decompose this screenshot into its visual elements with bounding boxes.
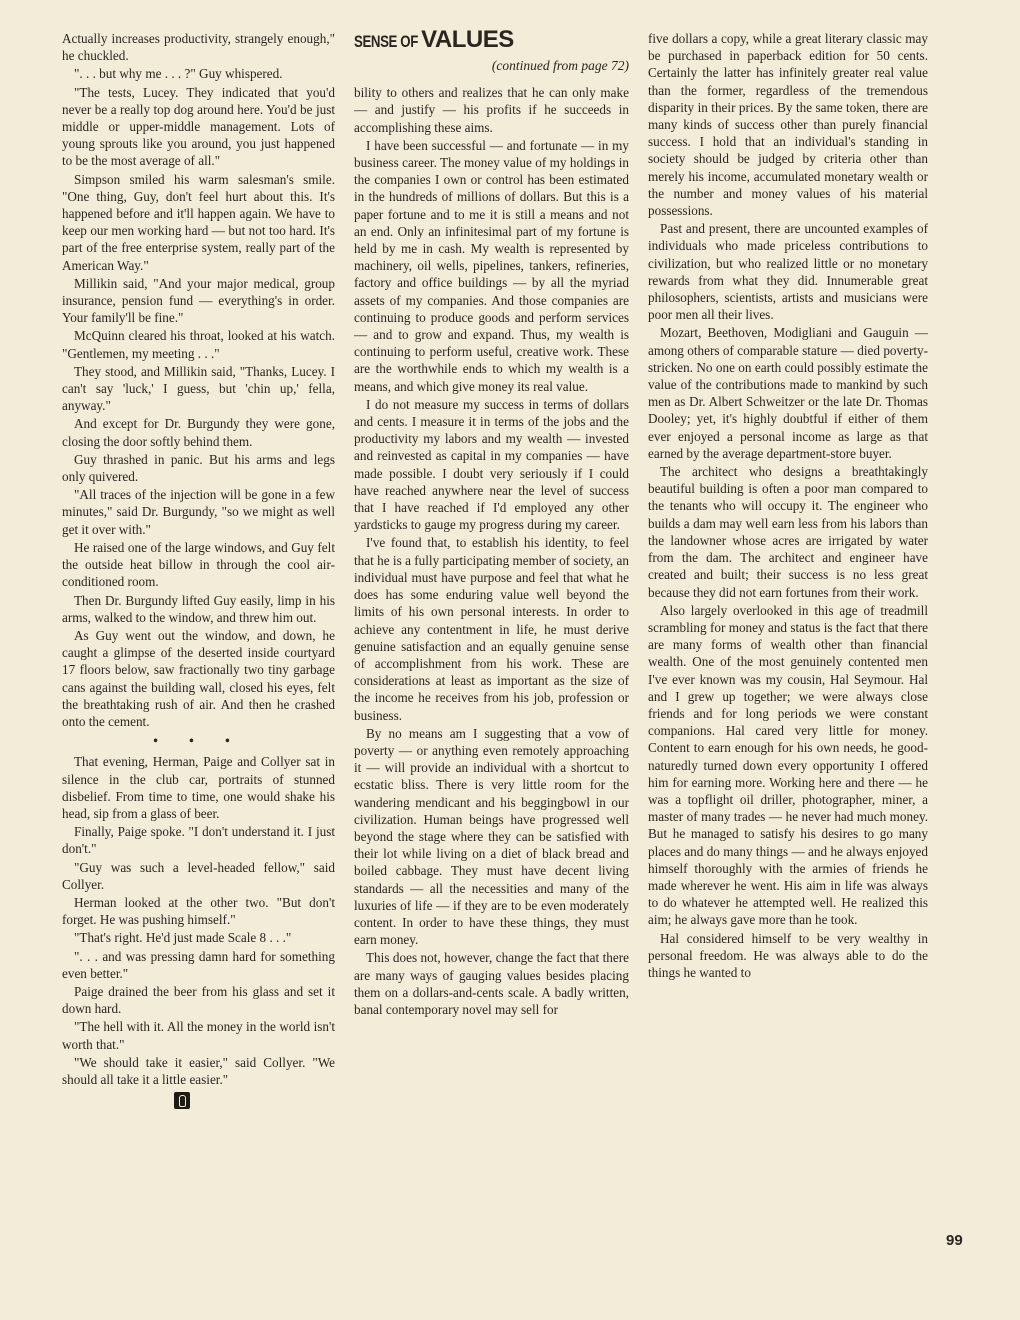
paragraph: "The tests, Lucey. They indicated that you'd never be a really top dog around here. You'd be just middle or upper-middle management. Lots of young sprouts like you around, you just happened to be the most average of all." <box>62 84 335 169</box>
paragraph: By no means am I suggesting that a vow of poverty — or anything even remotely approaching it — will provide an individual with a shortcut to ecstatic bliss. There is very little room for the wandering mendicant and his beggingbowl in our civilization. Human beings have progressed well beyond the stage where they can be satisfied with their lot while living on a diet of black bread and boiled cabbage. They must have decent living standards — all the necessities and many of the luxuries of life — if they are to be even moderately content. In order to have these things, they must earn money. <box>354 725 629 948</box>
paragraph: I've found that, to establish his identity, to feel that he is a fully participating member of society, an individual must have purpose and feel that what he does has some enduring value well beyond the limits of his own personal interests. In order to achieve any contentment in life, he must derive genuine satisfaction and an equally genuine sense of accomplishment from his work. These are considerations at least as important as the size of the income he receives from his job, profession or business. <box>354 535 629 723</box>
paragraph: McQuinn cleared his throat, looked at his watch. "Gentlemen, my meeting . . ." <box>62 328 335 361</box>
paragraph: bility to others and realizes that he can only make — and justify — his profits if he succeeds in accomplishing these aims. <box>354 85 629 135</box>
paragraph: Herman looked at the other two. "But don't forget. He was pushing himself." <box>62 894 335 928</box>
paragraph: "Guy was such a level-headed fellow," said Collyer. <box>62 859 335 892</box>
paragraph: I do not measure my success in terms of dollars and cents. I measure it in terms of the jobs and the productivity my labors and my wealth — invested and reinvested as capital in my companies — have made possible. I doubt very seriously if I could have reached anywhere near the level of success that I have reached if I'd employed any other yardsticks to gauge my progress during my career. <box>354 396 629 533</box>
paragraph: ". . . and was pressing damn hard for something even better." <box>62 948 335 981</box>
paragraph: five dollars a copy, while a great literary classic may be purchased in paperback edition for 50 cents. Certainly the latter has infinitely greater real value than the former, regardless of the tremendous disparity in their prices. By the same token, there are many kinds of success other than purely financial success. I hold that an individual's standing in society should be judged by criteria other than merely his income, accumulated monetary wealth or the number and money values of his material possessions. <box>648 31 928 219</box>
paragraph: That evening, Herman, Paige and Collyer sat in silence in the club car, portraits of stunned disbelief. From time to time, one would shake his head, sip from a glass of beer. <box>62 754 335 821</box>
paragraph: This does not, however, change the fact that there are many ways of gauging values besides placing them on a dollars-and-cents scale. A badly written, banal contemporary novel may sell for <box>354 950 629 1017</box>
continued-note: (continued from page 72) <box>491 58 629 73</box>
column-3 <box>648 30 928 981</box>
paragraph: ". . . but why me . . . ?" Guy whispered. <box>74 66 283 82</box>
title-part-2: VALUES <box>421 26 514 53</box>
paragraph: "The hell with it. All the money in the world isn't worth that." <box>62 1019 335 1052</box>
paragraph: Finally, Paige spoke. "I don't understand it. I just don't." <box>62 824 335 857</box>
paragraph: Then Dr. Burgundy lifted Guy easily, limp in his arms, walked to the window, and threw him out. <box>62 592 335 625</box>
column-1 <box>62 30 335 1113</box>
paragraph: As Guy went out the window, and down, he caught a glimpse of the deserted inside courtyard 17 floors below, saw fractionally two tiny garbage cans against the building wall, closed his eyes, felt the breathtaking rush of air. And then he crashed onto the cement. <box>62 627 335 729</box>
paragraph: Actually increases productivity, strangely enough," he chuckled. <box>62 31 335 64</box>
page-number: 99 <box>946 1232 963 1249</box>
paragraph: "We should take it easier," said Collyer. "We should all take it a little easier." <box>62 1054 335 1087</box>
paragraph: They stood, and Millikin said, "Thanks, Lucey. I can't say 'luck,' I guess, but 'chin up,' fella, anyway." <box>62 363 335 414</box>
paragraph: Simpson smiled his warm salesman's smile. "One thing, Guy, don't feel hurt about this. It's happened before and it'll happen again. We have to keep our men working hard — but not too hard. It's part of the free enterprise system, really part of the American Way." <box>62 171 335 273</box>
paragraph: Also largely overlooked in this age of treadmill scrambling for money and status is the fact that there are many forms of wealth other than financial wealth. One of the most genuinely contented men I've ever known was my cousin, Hal Seymour. Hal and I grew up together; we were always close friends and for long periods we were constant companions. Hal cared very little for money. Content to earn enough for his own needs, he good-naturedly turned down every opportunity I offered him for earning more. Working here and there — he was a topflight oil driller, photographer, miner, a master of many trades — he never had much money. But he managed to satisfy his desires to go many places and do many things — and he always enjoyed himself thoroughly with the armies of friends he made wherever he went. His aim in life was always to do whatever he attempted well. He realized this aim; he always gave more than he took. <box>648 602 928 928</box>
paragraph: Mozart, Beethoven, Modigliani and Gauguin — among others of comparable stature — died poverty-stricken. No one on earth could possibly estimate the value of the contributions made to mankind by such men as Dr. Albert Schweitzer or the late Dr. Thomas Dooley; yet, it's highly doubtful if either of them ever enjoyed a personal income as large as that earned by the average department-store buyer. <box>648 325 928 461</box>
paragraph: The architect who designs a breathtakingly beautiful building is often a poor man compared to the tenants who will occupy it. The engineer who builds a dam may well earn less from his labors than the landowner whose acres are irrigated by water from the dam. The architect and engineer have created and built; their success is no less great because they did not earn fortunes from their work. <box>648 464 928 600</box>
paragraph: "All traces of the injection will be gone in a few minutes," said Dr. Burgundy, "so we might as well get it over with." <box>62 487 335 537</box>
paragraph: I have been successful — and fortunate — in my business career. The money value of my holdings in the companies I own or control has been estimated in the hundreds of millions of dollars. But this is a paper fortune and to me it is still a means and not an end. Only an infinitesimal part of my fortune is held by me in cash. My wealth is represented by machinery, oil wells, pipelines, tankers, refineries, factory and office buildings — by all the myriad assets of my companies. And those companies are continuing to produce goods and perform services — and to grow and expand. Thus, my wealth is continuing to perform useful, creative work. These are the worthwhile ends to which my wealth is a means, and which give money its real value. <box>354 137 629 394</box>
paragraph: He raised one of the large windows, and Guy felt the outside heat billow in through the cool air-conditioned room. <box>62 539 335 590</box>
title-part-1: SENSE OF <box>354 32 418 51</box>
paragraph: Past and present, there are uncounted examples of individuals who made priceless contributions to civilization, but who realized little or no monetary rewards from what they did. Innumerable great philosophers, scientists, artists and musicians were poor men all their lives. <box>648 221 928 323</box>
playboy-bunny-icon <box>174 1092 190 1109</box>
paragraph: Hal considered himself to be very wealthy in personal freedom. He was always able to do the things he wanted to <box>648 930 928 980</box>
paragraph: Guy thrashed in panic. But his arms and legs only quivered. <box>62 451 335 485</box>
section-break: • • • <box>153 733 244 749</box>
paragraph: And except for Dr. Burgundy they were gone, closing the door softly behind them. <box>62 416 335 449</box>
paragraph: Paige drained the beer from his glass and set it down hard. <box>62 983 335 1017</box>
paragraph: "That's right. He'd just made Scale 8 . . ." <box>74 930 292 946</box>
article-title <box>354 28 629 55</box>
column-2 <box>354 28 629 1018</box>
paragraph: Millikin said, "And your major medical, group insurance, pension fund — everything's in order. Your family'll be fine." <box>62 275 335 326</box>
